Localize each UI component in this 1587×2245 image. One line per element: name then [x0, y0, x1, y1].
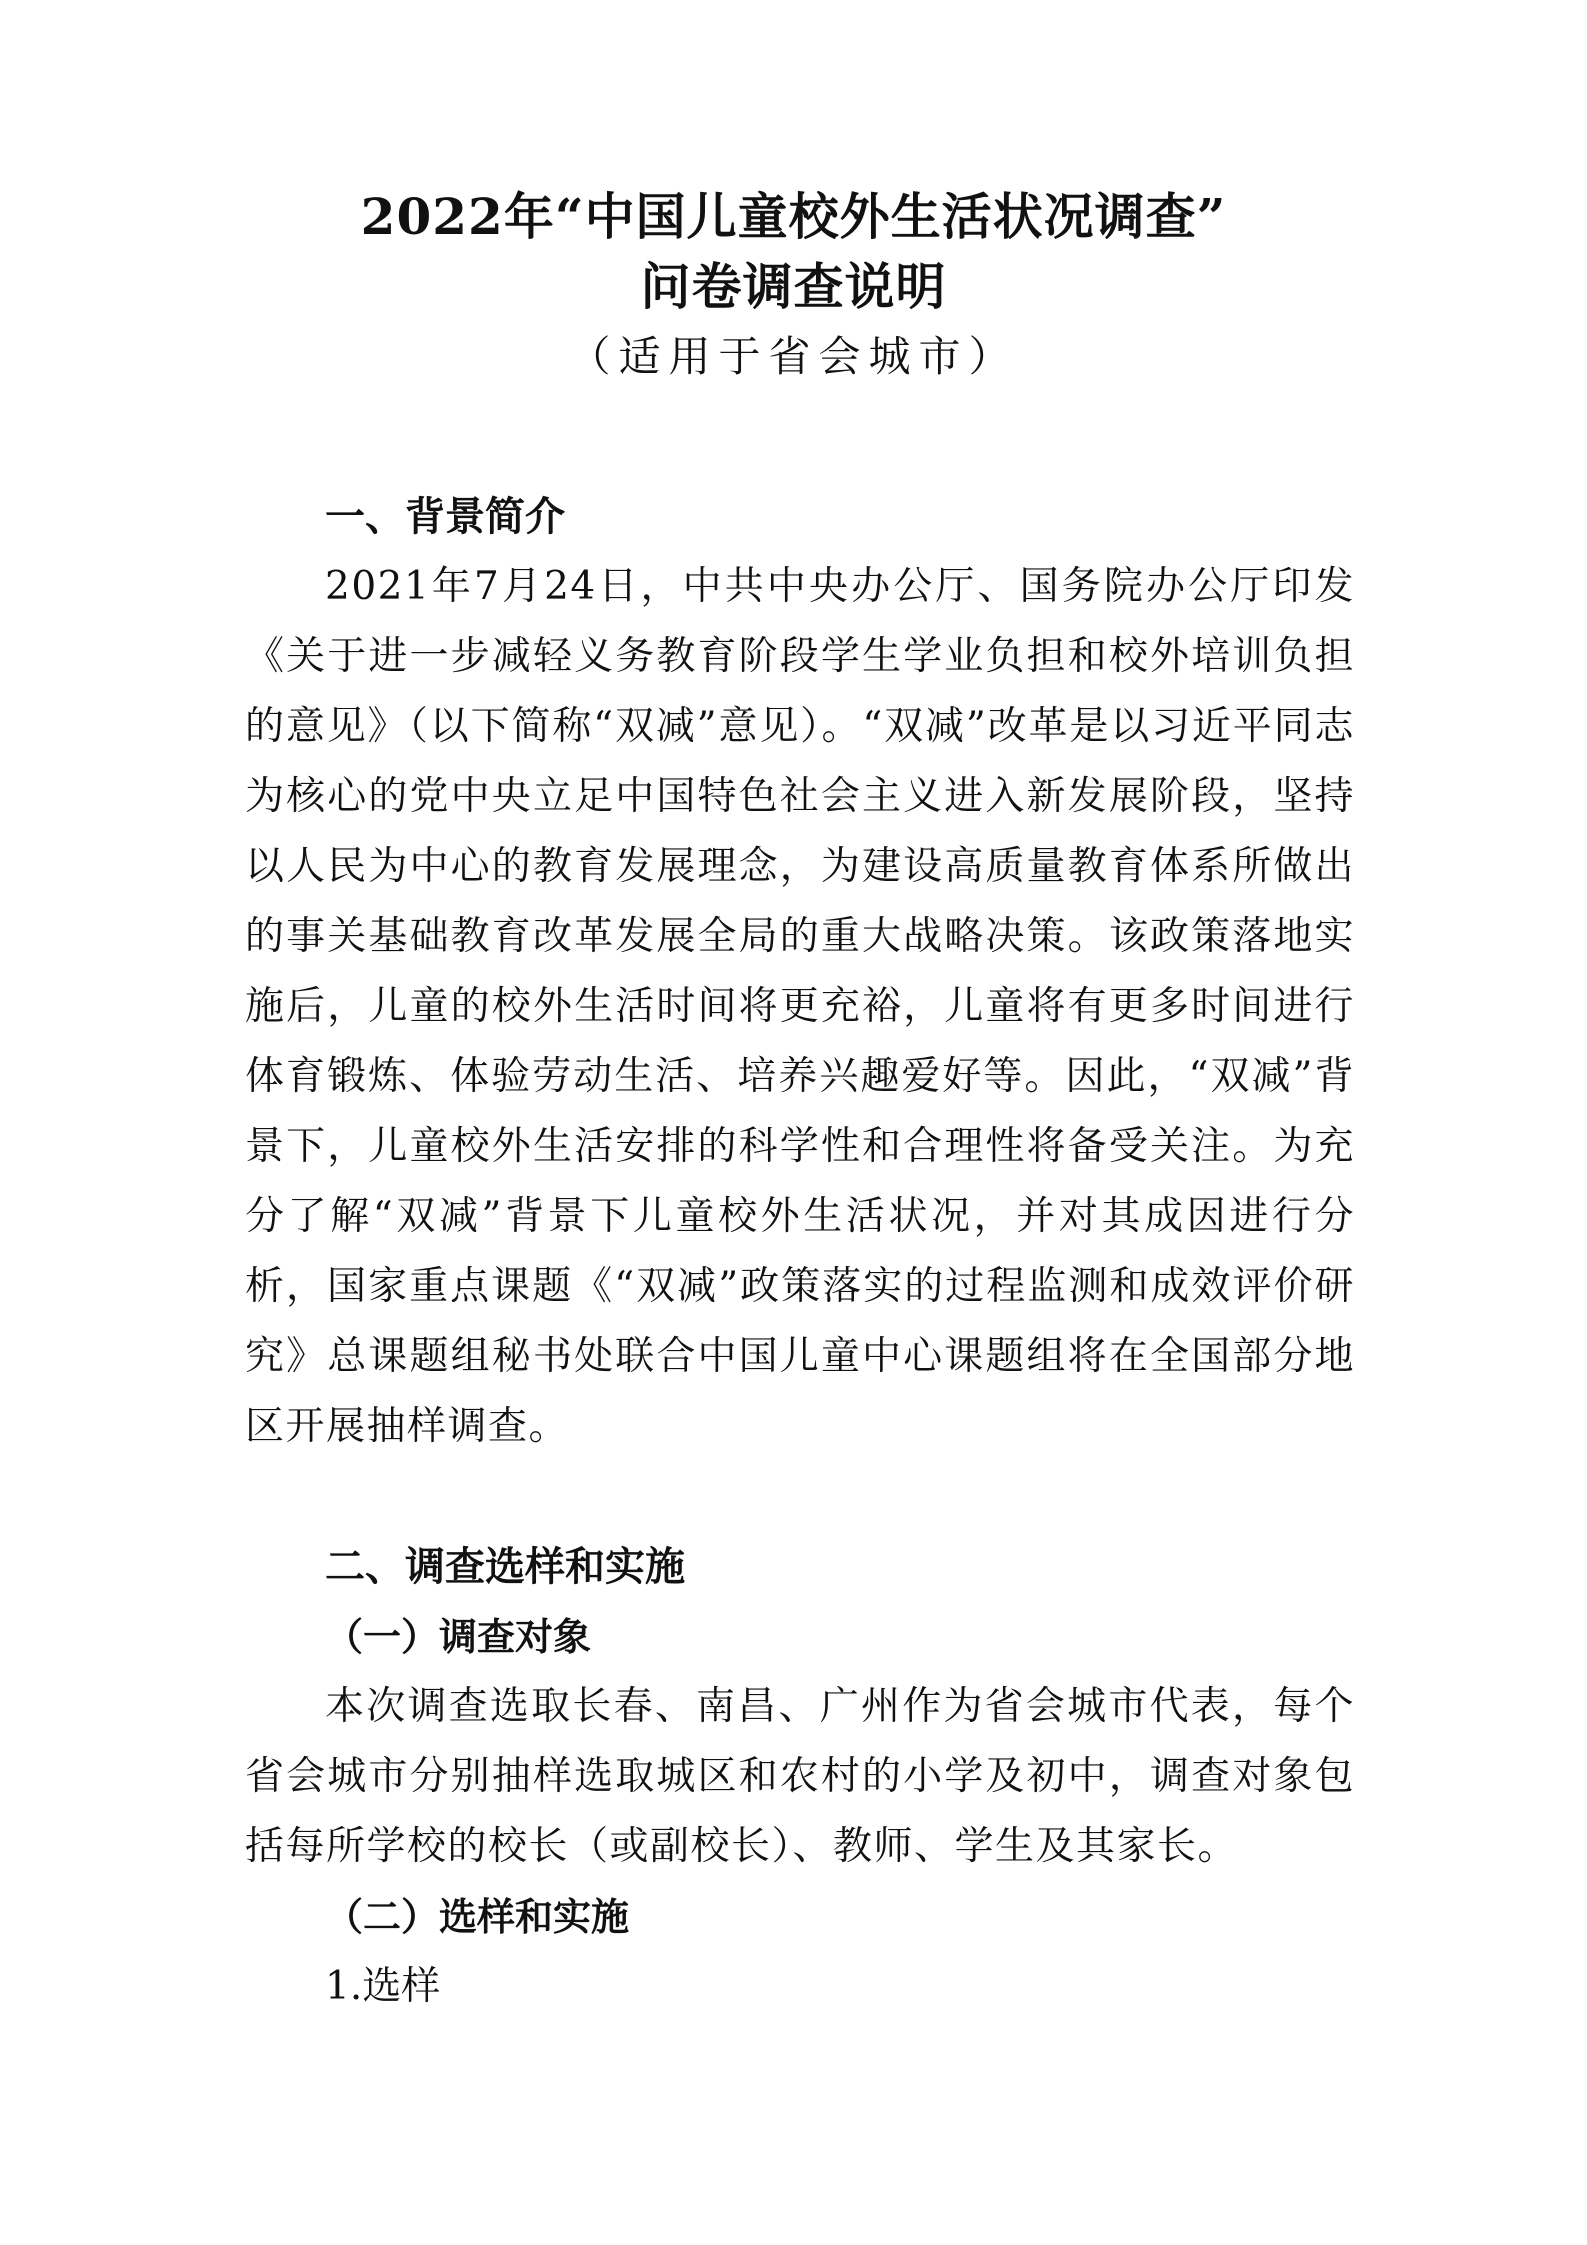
background-paragraph: 2021年7月24日，中共中央办公厅、国务院办公厅印发《关于进一步减轻义务教育阶段学生学业负担和校外培训负担的意见》（以下简称“双减”意见）。“双减”改革是以习近平同志为核心的党中央立足中国特色社会主义进入新发展阶段，坚持以人民为中心的教育发展理念，为建设高质量教育体系所做出的事关基础教育改革发展全局的重大战略决策。该政策落地实施后，儿童的校外生活时间将更充裕，儿童将有更多时间进行体育锻炼、体验劳动生活、培养兴趣爱好等。因此，“双减”背景下，儿童校外生活安排的科学性和合理性将备受关注。为充分了解“双减”背景下儿童校外生活状况，并对其成因进行分析，国家重点课题《“双减”政策落实的过程监测和成效评价研究》总课题组秘书处联合中国儿童中心课题组将在全国部分地区开展抽样调查。	[245, 564, 1355, 1449]
title-block	[0, 182, 1587, 392]
section-heading-background: 一、背景简介	[325, 494, 565, 540]
section-heading-survey: 二、调查选样和实施	[325, 1544, 685, 1590]
document-subtitle: （适用于省会城市）	[568, 332, 1019, 381]
survey-subjects-paragraph: 本次调查选取长春、南昌、广州作为省会城市代表，每个省会城市分别抽样选取城区和农村的小学及初中，调查对象包括每所学校的校长（或副校长）、教师、学生及其家长。	[245, 1684, 1355, 1869]
document-title-line1: 2022年“中国儿童校外生活状况调查”	[360, 187, 1227, 246]
subheading-survey-subjects: （一）调查对象	[325, 1615, 592, 1659]
document-body	[245, 482, 1355, 2022]
item-sampling: 1.选样	[325, 1964, 441, 2009]
document-title-line2: 问卷调查说明	[640, 257, 947, 316]
subheading-sampling-implementation: （二）选样和实施	[325, 1895, 630, 1939]
section-gap	[245, 1462, 1355, 1532]
